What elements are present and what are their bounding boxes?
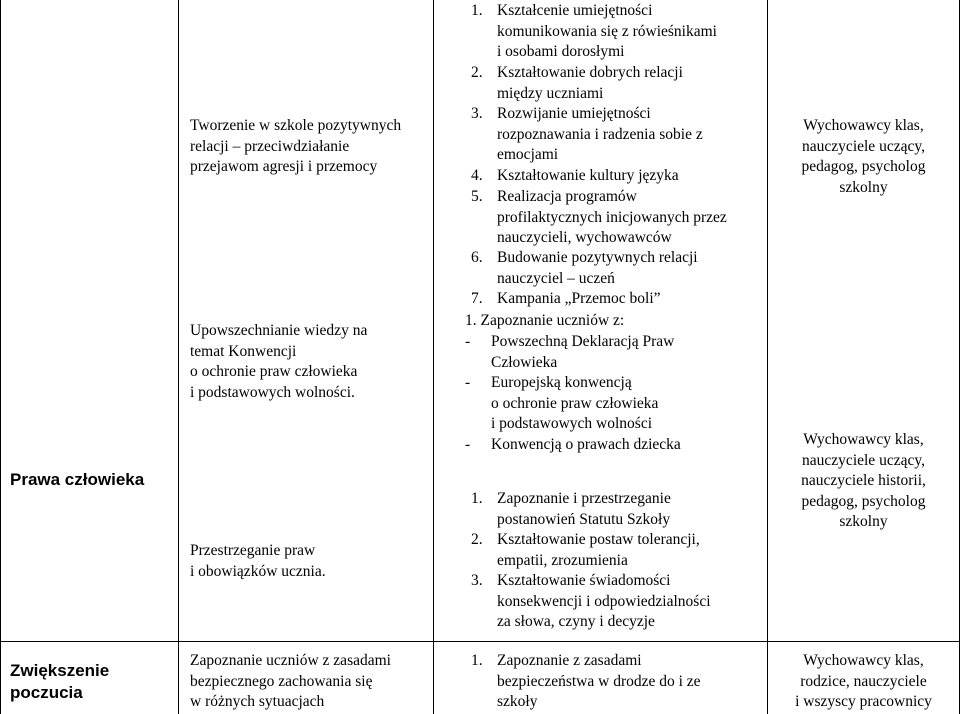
table-border-col1 [178, 0, 179, 714]
goal-convention-knowledge: Upowszechnianie wiedzy na temat Konwencji o ochronie praw człowieka i podstawowych wolności. [190, 322, 368, 401]
table-border-col3 [767, 0, 768, 714]
list-intro: 1. Zapoznanie uczniów z: [465, 312, 625, 329]
goal-positive-relations: Tworzenie w szkole pozytywnych relacji – przeciwdziałanie przejawom agresji i przemocy [190, 117, 402, 175]
category-safety: Zwiększenie poczucia [10, 661, 110, 702]
task-list-statute: 1. Zapoznanie i przestrzeganie postanowień Statutu Szkoły 2. Kształtowanie postaw tolerancji, empatii, zrozumienia 3. Kształtowanie świadomości konsekwencji i odpowiedzialności za słowa, czyny i decyzje [471, 490, 711, 630]
responsible-relations: Wychowawcy klas, nauczyciele uczący, pedagog, psycholog szkolny [801, 117, 926, 196]
goal-student-rights: Przestrzeganie praw i obowiązków ucznia. [190, 542, 326, 580]
table-border-left [0, 0, 1, 714]
row-divider [0, 641, 960, 642]
task-list-safety: 1. Zapoznanie z zasadami bezpieczeństwa w drodze do i ze szkoły [471, 652, 701, 710]
responsible-convention: Wychowawcy klas, nauczyciele uczący, nauczyciele historii, pedagog, psycholog szkolny [801, 431, 926, 530]
responsible-safety: Wychowawcy klas, rodzice, nauczyciele i wszyscy pracownicy [795, 652, 932, 710]
table-border-col2 [433, 0, 434, 714]
category-human-rights: Prawa człowieka [10, 470, 145, 489]
goal-safety-rules: Zapoznanie uczniów z zasadami bezpiecznego zachowania się w różnych sytuacjach [190, 652, 391, 710]
task-list-relations: 1. Kształcenie umiejętności komunikowania się z rówieśnikami i osobami dorosłymi 2. Kształtowanie dobrych relacji między uczniami 3. Rozwijanie umiejętności rozpoznawania i radzenia sobie z emocjami 4. Kształtowanie kultury języka 5. Realizacja programów profilaktycznych inicjowanych przez nauczycieli, wychowawców 6. Budowanie pozytywnych relacji nauczyciel – uczeń 7. Kampania „Przemoc boli” [471, 2, 727, 307]
task-list-convention: 1. Zapoznanie uczniów z: - Powszechną Deklaracją Praw Człowieka - Europejską konwencją o ochronie praw człowieka i podstawowych wolności - Konwencją o prawach dziecka [465, 312, 681, 453]
